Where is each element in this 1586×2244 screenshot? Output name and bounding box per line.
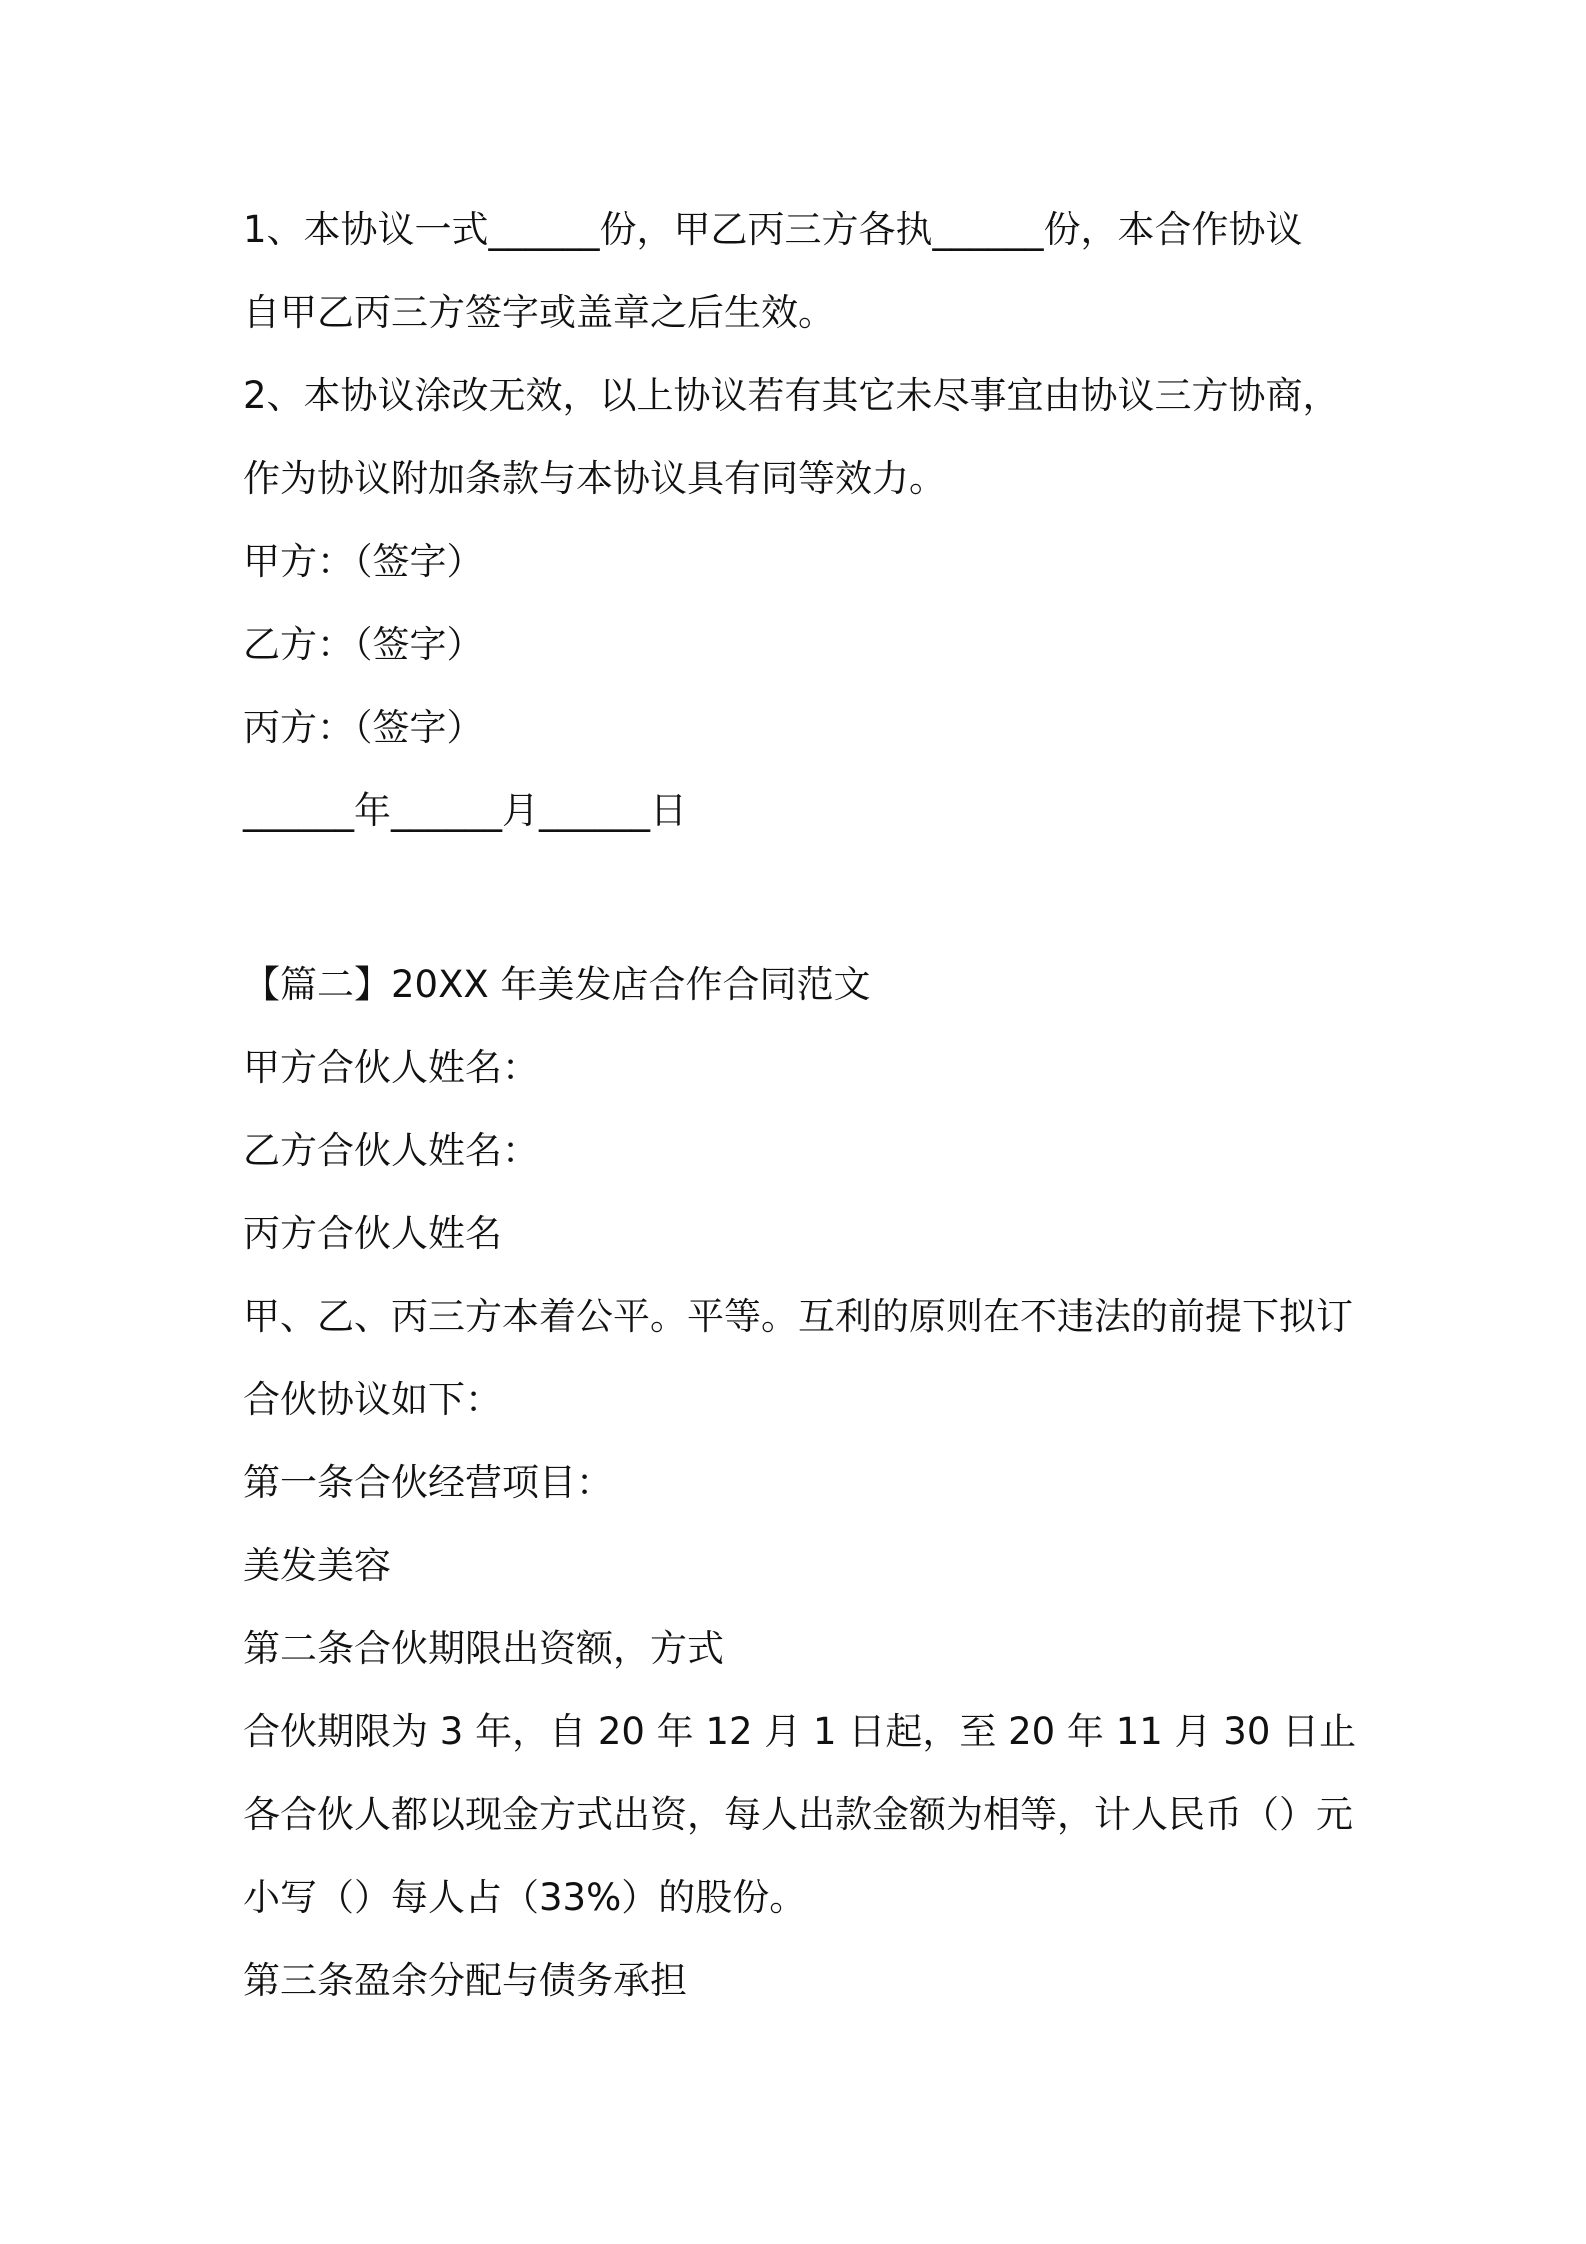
party-a-signature: 甲方：（签字） xyxy=(243,540,484,583)
partner-c-name: 丙方合伙人姓名 xyxy=(243,1212,502,1255)
partner-a-name: 甲方合伙人姓名： xyxy=(243,1046,539,1089)
party-b-signature: 乙方：（签字） xyxy=(243,623,484,666)
share-percentage: 小写（）每人占（33%）的股份。 xyxy=(243,1876,807,1919)
agreement-intro: 合伙协议如下： xyxy=(243,1378,502,1421)
article-1-content: 美发美容 xyxy=(243,1544,391,1587)
section-2-title: 【篇二】20XX 年美发店合作合同范文 xyxy=(243,963,871,1006)
article-1-heading: 第一条合伙经营项目： xyxy=(243,1461,613,1504)
date-line: ______年______月______日 xyxy=(243,789,687,832)
capital-contribution: 各合伙人都以现金方式出资，每人出款金额为相等，计人民币（）元 xyxy=(243,1793,1353,1836)
clause-1-effective: 自甲乙丙三方签字或盖章之后生效。 xyxy=(243,291,835,334)
article-3-heading: 第三条盈余分配与债务承担 xyxy=(243,1959,687,2002)
partner-b-name: 乙方合伙人姓名： xyxy=(243,1129,539,1172)
clause-1-copies: 1、本协议一式______份，甲乙丙三方各执______份，本合作协议 xyxy=(243,208,1303,251)
clause-2-alteration: 2、本协议涂改无效，以上协议若有其它未尽事宜由协议三方协商， xyxy=(243,374,1340,417)
article-2-heading: 第二条合伙期限出资额，方式 xyxy=(243,1627,724,1670)
party-c-signature: 丙方：（签字） xyxy=(243,706,484,749)
principles-paragraph: 甲、乙、丙三方本着公平。平等。互利的原则在不违法的前提下拟订 xyxy=(243,1295,1353,1338)
partnership-term: 合伙期限为 3 年，自 20 年 12 月 1 日起，至 20 年 11 月 30 日止 xyxy=(243,1710,1357,1753)
clause-2-addendum: 作为协议附加条款与本协议具有同等效力。 xyxy=(243,457,946,500)
